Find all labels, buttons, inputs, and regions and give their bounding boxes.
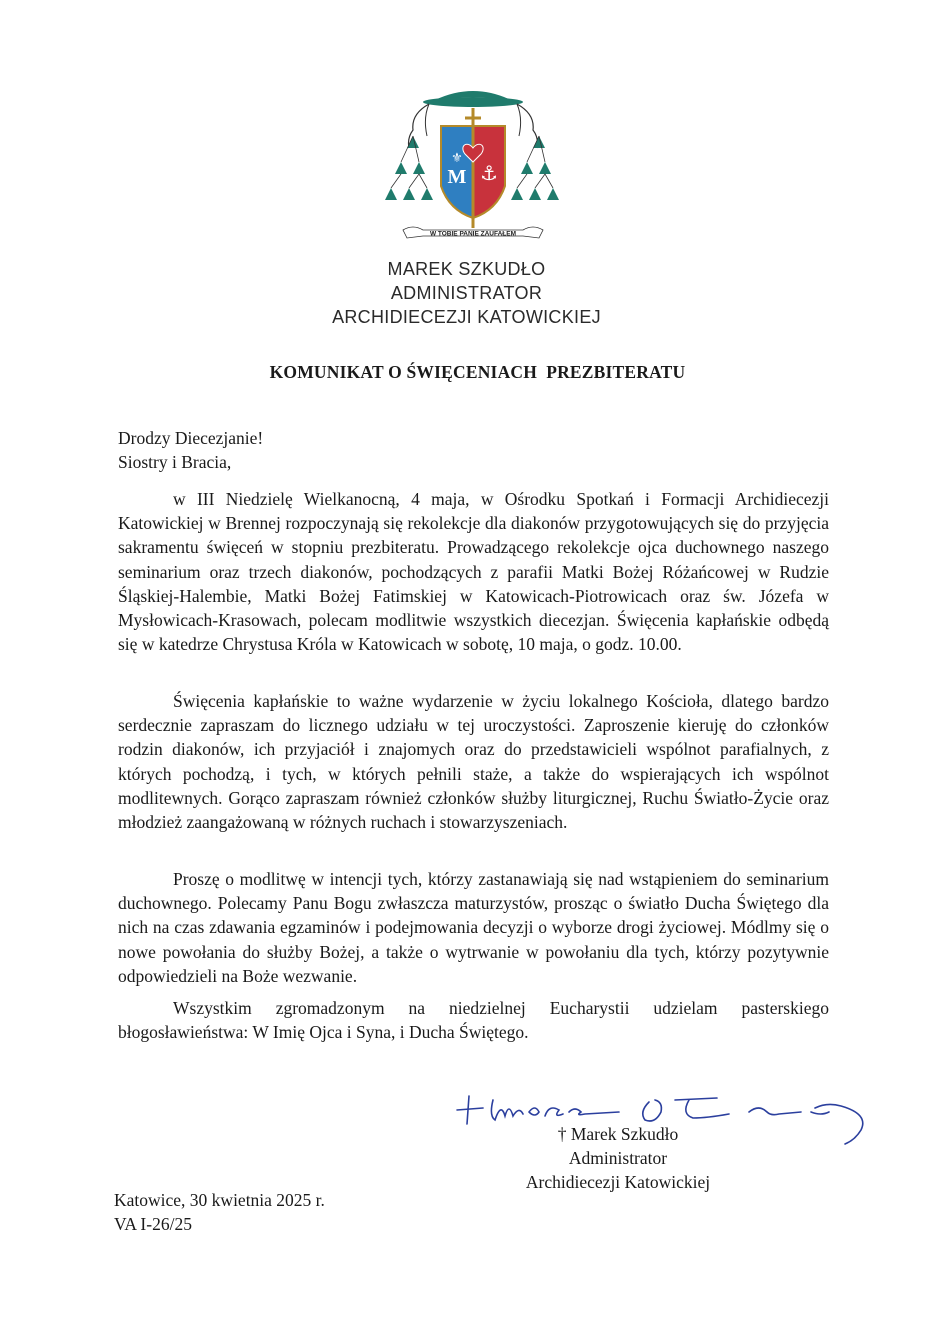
signer-role: Administrator: [568, 1148, 668, 1168]
paragraph-4: Wszystkim zgromadzonym na niedzielnej Eucharystii udzielam pasterskiego błogosławieństwa: W Imię Ojca i Syna, i Ducha Świętego.: [118, 998, 829, 1043]
issuer-diocese: ARCHIDIECEZJI KATOWICKIEJ: [332, 307, 601, 327]
svg-text:M: M: [447, 166, 467, 188]
salutation-line-2: Siostry i Bracia,: [118, 452, 232, 472]
coat-of-arms: [383, 78, 563, 253]
paragraph-2: Święcenia kapłańskie to ważne wydarzenie w życiu lokalnego Kościoła, dlatego bardzo serdecznie zapraszam do licznego udziału w tej uroczystości. Zaproszenie kieruję do członków rodzin diakonów, ich przyjaciół i znajomych oraz do przedstawicieli wspólnot parafialnych, z których pochodzą, i tych, w których pełnili staże, a także do wspierających ich wspólnot modlitewnych. Gorąco zapraszam również członków służby liturgicznej, Ruchu Światło-Życie oraz młodzież zaangażowaną w różnych ruchach i stowarzyszeniach.: [118, 691, 829, 833]
signer-diocese: Archidiecezji Katowickiej: [525, 1172, 711, 1192]
svg-text:⚓: ⚓: [480, 161, 498, 185]
salutation-line-1: Drodzy Diecezjanie!: [118, 428, 264, 448]
svg-text:W TOBIE PANIE ZAUFAŁEM: W TOBIE PANIE ZAUFAŁEM: [429, 230, 517, 238]
place-date: Katowice, 30 kwietnia 2025 r.: [114, 1190, 325, 1210]
paragraph-1: w III Niedzielę Wielkanocną, 4 maja, w Ośrodku Spotkań i Formacji Archidiecezji Katowickiej w Brennej rozpoczynają się rekolekcje dla diakonów przygotowujących się do przyjęcia sakramentu święceń w stopniu prezbiteratu. Prowadzącego rekolekcje ojca duchownego naszego seminarium oraz trzech diakonów, pochodzących z parafii Matki Bożej Różańcowej w Rudzie Śląskiej-Halembie, Matki Bożej Fatimskiej w Katowicach-Piotrowicach oraz św. Józefa w Mysłowicach-Krasowach, polecam modlitwie wszystkich diecezjan. Święcenia kapłańskie odbędą się w katedrze Chrystusa Króla w Katowicach w sobotę, 10 maja, o godz. 10.00.: [118, 489, 829, 655]
signer-name: † Marek Szkudło: [557, 1124, 679, 1144]
reference-number: VA I-26/25: [114, 1214, 192, 1234]
issuer-name: MAREK SZKUDŁO: [387, 259, 546, 279]
document-title: KOMUNIKAT O ŚWIĘCENIACH PREZBITERATU: [269, 362, 686, 382]
svg-text:⚜: ⚜: [451, 151, 463, 166]
paragraph-3: Proszę o modlitwę w intencji tych, którzy zastanawiają się nad wstąpieniem do seminarium duchownego. Polecamy Panu Bogu zwłaszcza maturzystów, prosząc o światło Ducha Świętego dla nich na czas zdawania egzaminów i podejmowania decyzji o wyborze drogi życiowej. Módlmy się o nowe powołania do służby Bożej, a także o wytrwanie w powołaniu dla tych, którzy pozytywnie odpowiedzieli na Boże wezwanie.: [118, 869, 829, 986]
issuer-role: ADMINISTRATOR: [390, 283, 543, 303]
